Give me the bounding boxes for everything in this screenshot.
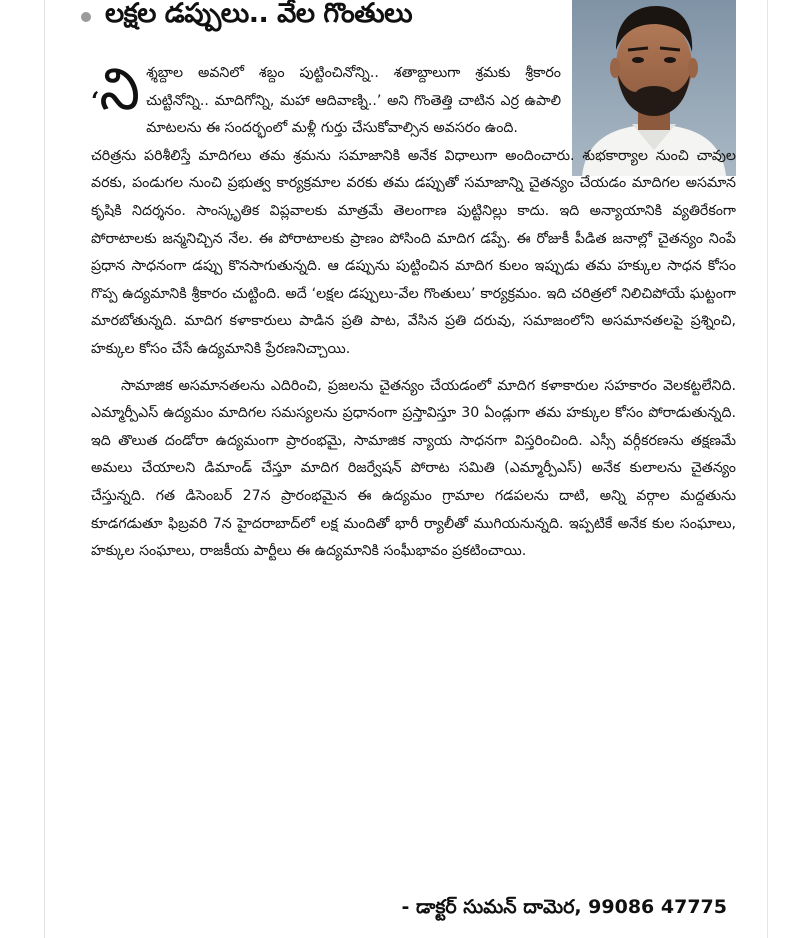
dropcap-letter: ‘ని [91, 55, 141, 123]
headline [81, 0, 611, 34]
paragraph-1-head [91, 55, 561, 143]
byline: - డాక్టర్ సుమన్ దామెర, 99086 47775 [401, 896, 727, 918]
paragraph-1-head-text: శ్శబ్దాల అవనిలో శబ్దం పుట్టించినోన్ని.. శతాబ్దాలుగా శ్రమకు శ్రీకారం చుట్టినోన్ని.. మాదిగోన్ని, మహా ఆదివాణ్ని..’ అని గొంతెత్తి చాటిన ఎర్ర ఉపాలి మాటలను ఈ సందర్భంలో మళ్లీ గుర్తు చేసుకోవాల్సిన అవసరం ఉంది. [146, 65, 561, 137]
bullet-icon [81, 12, 91, 22]
paragraph-2: సామాజిక అసమానతలను ఎదిరించి, ప్రజలను చైతన్యం చేయడంలో మాదిగ కళాకారుల సహకారం వెలకట్టలేనిది. ఎమ్మార్పీఎస్ ఉద్యమం మాదిగల సమస్యలను ప్రధానంగా ప్రస్తావిస్తూ 30 ఏండ్లుగా తమ హక్కుల కోసం పోరాడుతున్నది. ఇది తొలుత దండోరా ఉద్యమంగా ప్రారంభమై, సామాజిక న్యాయ సాధనగా విస్తరించింది. ఎస్సీ వర్గీకరణను తక్షణమే అమలు చేయాలని డిమాండ్ చేస్తూ మాదిగ రిజర్వేషన్ పోరాట సమితి (ఎమ్మార్పీఎస్) అనేక కులాలను చైతన్యం చేస్తున్నది. గత డిసెంబర్ 27న ప్రారంభమైన ఈ ఉద్యమం గ్రామాల గడపలను దాటి, అన్ని వర్గాల మద్దతును కూడగడుతూ ఫిబ్రవరి 7న హైదరాబాద్‌లో లక్ష మందితో భారీ ర్యాలీతో ముగియనున్నది. ఇప్పటికే అనేక కుల సంఘాలు, హక్కుల సంఘాలు, రాజకీయ పార్టీలు ఈ ఉద్యమానికి సంఘీభావం ప్రకటించాయి. [91, 377, 736, 560]
paragraph-1-tail: చరిత్రను పరిశీలిస్తే మాదిగలు తమ శ్రమను సమాజానికి అనేక విధాలుగా అందించారు. శుభకార్యాల నుంచి చావుల వరకు, పండుగల నుంచి ప్రభుత్వ కార్యక్రమాల వరకు తమ డప్పుతో సమాజాన్ని చైతన్యం చేయడం మాదిగల అసమాన కృషికి నిదర్శనం. సాంస్కృతిక విప్లవాలకు మాత్రమే తెలంగాణ పుట్టినిల్లు కాదు. ఇది అన్యాయానికి వ్యతిరేకంగా పోరాటాలకు జన్మనిచ్చిన నేల. ఈ పోరాటాలకు ప్రాణం పోసింది మాదిగ డప్పే. ఈ రోజుకీ పీడిత జనాల్లో చైతన్యం నింపే ప్రధాన సాధనంగా డప్పు కొనసాగుతున్నది. ఆ డప్పును పుట్టించిన మాదిగ కులం ఇప్పుడు తమ హక్కుల సాధన కోసం గొప్ప ఉద్యమానికి శ్రీకారం చుట్టింది. అదే ‘లక్షల డప్పులు-వేల గొంతులు’ కార్యక్రమం. ఇది చరిత్రలో నిలిచిపోయే ఘట్టంగా మారబోతున్నది. మాదిగ కళాకారులు పాడిన ప్రతి పాట, వేసిన ప్రతి దరువు, సమాజంలోని అసమానతలపై ప్రశ్నించి, హక్కుల కోసం చేసే ఉద్యమానికి ప్రేరణనిచ్చాయి. [91, 147, 736, 357]
headline-text: లక్షల డప్పులు.. వేల గొంతులు [105, 0, 413, 29]
newspaper-clipping [44, 0, 768, 938]
article-body [91, 55, 736, 566]
